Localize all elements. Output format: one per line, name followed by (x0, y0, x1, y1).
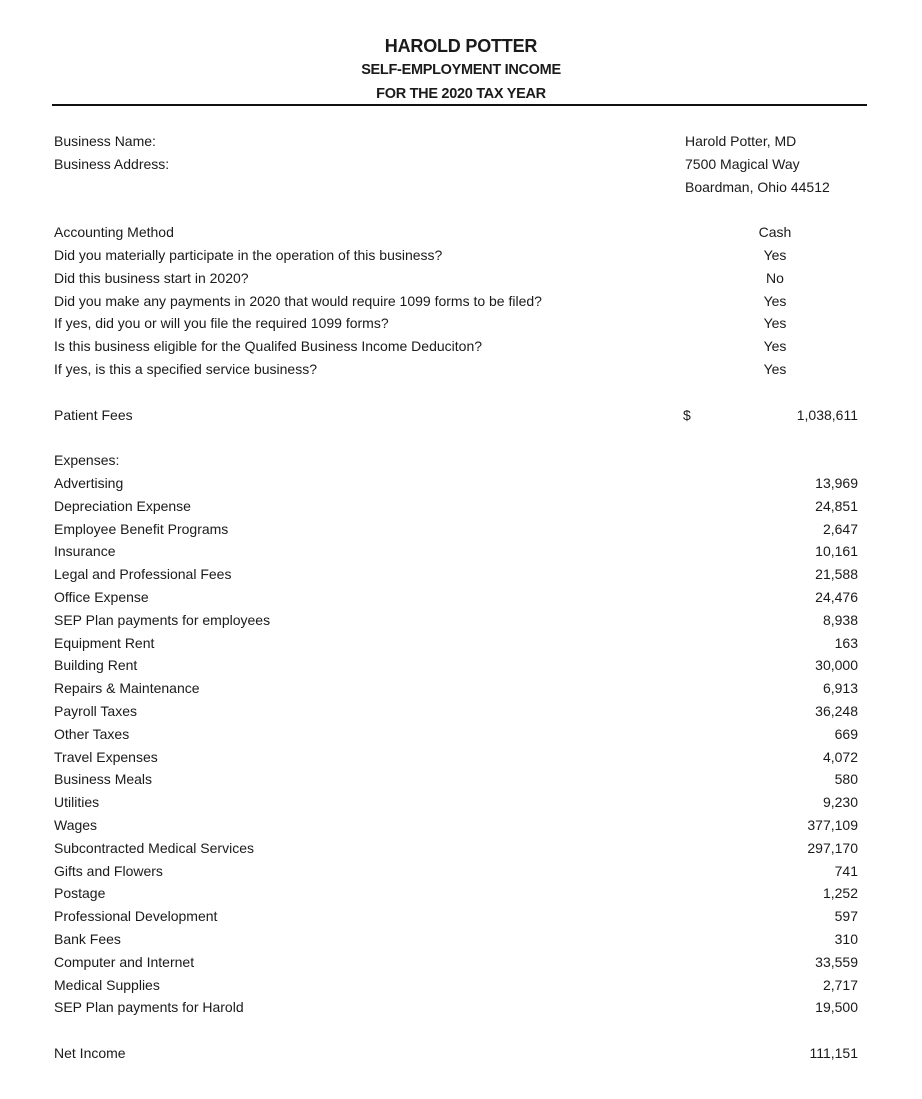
net-income-label: Net Income (54, 1045, 126, 1061)
expense-amount: 24,851 (815, 498, 858, 514)
expense-amount: 6,913 (822, 680, 858, 696)
taxpayer-name: HAROLD POTTER (384, 36, 538, 56)
expense-row (0, 746, 922, 769)
expense-row (0, 791, 922, 814)
question-label: Did you materially participate in the operation of this business? (54, 247, 443, 263)
question-label: Did you make any payments in 2020 that would require 1099 forms to be filed? (54, 293, 542, 309)
expense-label: Other Taxes (54, 726, 130, 742)
income-amount: 1,038,611 (796, 407, 858, 423)
income-label: Patient Fees (54, 407, 133, 423)
expense-row (0, 563, 922, 586)
expense-label: Advertising (54, 475, 124, 491)
expense-label: SEP Plan payments for Harold (54, 999, 244, 1015)
expense-label: Depreciation Expense (54, 498, 191, 514)
expense-amount: 4,072 (822, 749, 858, 765)
tax-year-title: FOR THE 2020 TAX YEAR (376, 86, 546, 102)
expense-row (0, 654, 922, 677)
question-row (0, 267, 922, 290)
expense-label: Postage (54, 885, 106, 901)
business-name-row (0, 130, 922, 153)
net-income-amount: 111,151 (809, 1045, 858, 1061)
question-answer: No (766, 270, 784, 286)
expense-label: Wages (54, 817, 98, 833)
question-label: Is this business eligible for the Qualifed Business Income Deduciton? (54, 338, 483, 354)
expense-label: Travel Expenses (54, 749, 158, 765)
question-label: Did this business start in 2020? (54, 270, 249, 286)
document-header (0, 34, 922, 106)
expense-amount: 163 (834, 635, 858, 651)
question-label: If yes, is this a specified service business? (54, 361, 318, 377)
expense-amount: 33,559 (815, 954, 858, 970)
expense-amount: 669 (834, 726, 858, 742)
expense-row (0, 882, 922, 905)
question-answer: Yes (763, 315, 787, 331)
expense-label: Utilities (54, 794, 100, 810)
expense-row (0, 540, 922, 563)
header-divider (52, 104, 867, 106)
expense-label: Employee Benefit Programs (54, 521, 229, 537)
question-label: If yes, did you or will you file the required 1099 forms? (54, 315, 389, 331)
question-row (0, 358, 922, 381)
income-row (0, 404, 922, 427)
expense-label: Business Meals (54, 771, 153, 787)
expense-amount: 8,938 (822, 612, 858, 628)
business-name-label: Business Name: (54, 133, 156, 149)
business-name-value: Harold Potter, MD (685, 133, 797, 149)
expense-amount: 9,230 (822, 794, 858, 810)
business-address-label: Business Address: (54, 156, 170, 172)
net-income-row (0, 1042, 922, 1065)
expense-label: Bank Fees (54, 931, 121, 947)
currency-symbol: $ (683, 407, 691, 423)
question-answer: Yes (763, 293, 787, 309)
business-address-line-1: 7500 Magical Way (685, 156, 800, 172)
expense-label: Medical Supplies (54, 977, 160, 993)
expense-row (0, 518, 922, 541)
expense-label: Repairs & Maintenance (54, 680, 200, 696)
expense-row (0, 905, 922, 928)
expense-row (0, 609, 922, 632)
expense-amount: 580 (834, 771, 858, 787)
question-row (0, 221, 922, 244)
expense-label: Equipment Rent (54, 635, 155, 651)
expense-amount: 10,161 (815, 543, 858, 559)
expense-row (0, 974, 922, 997)
expense-label: SEP Plan payments for employees (54, 612, 271, 628)
business-address-row (0, 153, 922, 176)
expense-amount: 36,248 (815, 703, 858, 719)
expense-label: Subcontracted Medical Services (54, 840, 254, 856)
expense-amount: 30,000 (815, 657, 858, 673)
expense-row (0, 928, 922, 951)
question-answer: Yes (763, 247, 787, 263)
expense-row (0, 700, 922, 723)
expense-amount: 19,500 (815, 999, 858, 1015)
expense-label: Insurance (54, 543, 116, 559)
expense-row (0, 632, 922, 655)
expense-row (0, 860, 922, 883)
expense-amount: 741 (834, 863, 858, 879)
expenses-heading-row (0, 449, 922, 472)
expense-label: Legal and Professional Fees (54, 566, 232, 582)
question-row (0, 312, 922, 335)
question-answer: Cash (758, 224, 792, 240)
question-answer: Yes (763, 338, 787, 354)
expense-label: Gifts and Flowers (54, 863, 163, 879)
expense-amount: 2,647 (822, 521, 858, 537)
expense-label: Professional Development (54, 908, 218, 924)
business-address-row-2 (0, 176, 922, 199)
question-row (0, 290, 922, 313)
expense-amount: 297,170 (807, 840, 858, 856)
expense-row (0, 996, 922, 1019)
question-row (0, 335, 922, 358)
expense-label: Payroll Taxes (54, 703, 138, 719)
expense-label: Building Rent (54, 657, 138, 673)
expense-row (0, 495, 922, 518)
expense-row (0, 472, 922, 495)
expense-row (0, 768, 922, 791)
expense-amount: 21,588 (815, 566, 858, 582)
expense-row (0, 677, 922, 700)
expense-amount: 24,476 (815, 589, 858, 605)
expense-amount: 2,717 (822, 977, 858, 993)
document-title: SELF-EMPLOYMENT INCOME (361, 62, 561, 78)
business-address-line-2: Boardman, Ohio 44512 (685, 179, 830, 195)
expense-amount: 1,252 (822, 885, 858, 901)
expense-row (0, 723, 922, 746)
expense-amount: 310 (834, 931, 858, 947)
expense-amount: 377,109 (807, 817, 858, 833)
expense-label: Computer and Internet (54, 954, 195, 970)
expense-label: Office Expense (54, 589, 149, 605)
expense-amount: 13,969 (815, 475, 858, 491)
expense-row (0, 814, 922, 837)
expense-row (0, 586, 922, 609)
expense-amount: 597 (834, 908, 858, 924)
expense-row (0, 837, 922, 860)
question-answer: Yes (763, 361, 787, 377)
expense-row (0, 951, 922, 974)
question-label: Accounting Method (54, 224, 174, 240)
expenses-heading: Expenses: (54, 452, 120, 468)
question-row (0, 244, 922, 267)
